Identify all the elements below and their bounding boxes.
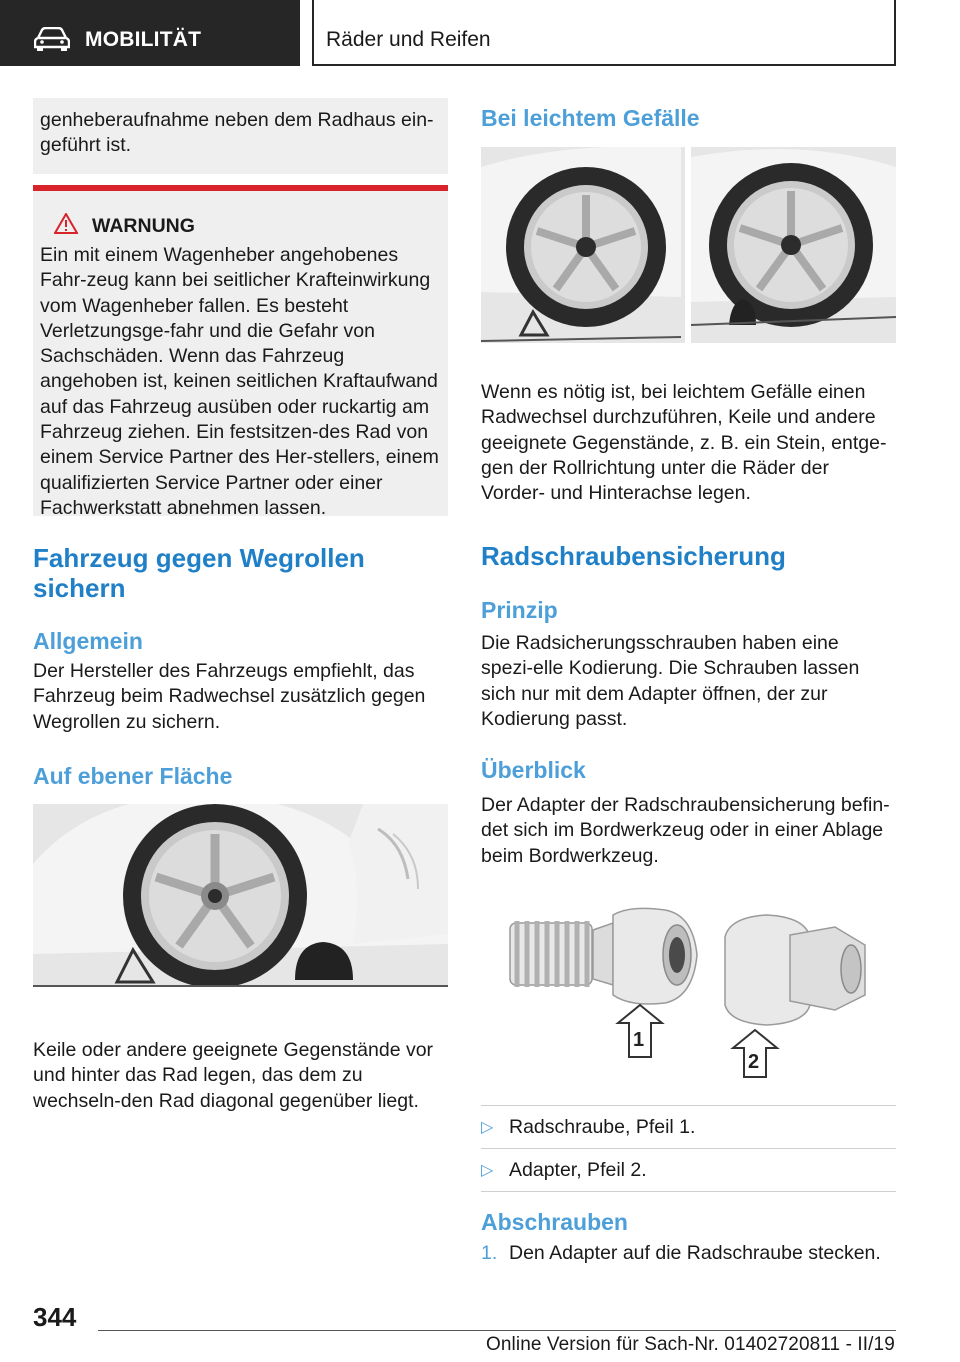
bolt-adapter-image <box>505 905 875 1080</box>
step-text: Den Adapter auf die Radschraube stecken. <box>509 1242 881 1264</box>
legend-list <box>481 1105 896 1201</box>
warning-header <box>54 213 440 239</box>
bullet-list <box>481 1115 896 1140</box>
bullet-marker-icon: ▷ <box>481 1162 494 1179</box>
note-continued-text: genheberaufnahme neben dem Radhaus ein-geführt ist. <box>40 109 434 157</box>
list-divider <box>481 1191 896 1192</box>
page-number: 344 <box>33 1302 77 1332</box>
heading-unscrew: Abschrauben <box>481 1209 628 1235</box>
warning-triangle-icon <box>54 213 78 239</box>
list-item <box>481 1115 896 1140</box>
chapter-tab <box>312 0 896 66</box>
bullet-list <box>481 1158 896 1183</box>
step-item <box>481 1241 896 1266</box>
list-item-text: Radschraube, Pfeil 1. <box>509 1116 696 1138</box>
wheel-chocks-slope-image <box>481 147 896 343</box>
bullet-marker-icon: ▷ <box>481 1119 494 1136</box>
arrow-label-1: 1 <box>633 1029 645 1051</box>
warning-box <box>33 191 448 519</box>
text-general: Der Hersteller des Fahrzeugs empfiehlt, das Fahrzeug beim Radwechsel zusätzlich gegen Wegrollen zu sichern. <box>33 660 426 733</box>
warning-text: Ein mit einem Wagenheber angehobenes Fahr-zeug kann bei seitlicher Krafteinwirkung vom Wagenheber fallen. Es besteht Verletzungsge-fahr und die Gefahr von Sachschäden. Wenn das Fahrzeug angehoben ist, keinen seitlichen Kraftaufwand auf das Fahrzeug ausüben oder ruckartig am Fahrzeug ziehen. Ein festsitzen-des Rad von einem Service Partner des Her-stellers, einem qualifizierten Service Partner oder einer Fachwerkstatt abnehmen lassen. <box>40 244 439 519</box>
text-principle: Die Radsicherungsschrauben haben eine spezi-elle Kodierung. Die Schrauben lassen sich nur mit dem Adapter öffnen, der zur Kodierung passt. <box>481 632 860 730</box>
step-list <box>481 1241 896 1266</box>
list-divider <box>481 1105 896 1106</box>
chapter-title: Räder und Reifen <box>326 28 491 51</box>
list-divider <box>481 1148 896 1149</box>
list-item <box>481 1158 896 1183</box>
text-overview: Der Adapter der Radschraubensicherung befin-det sich im Bordwerkzeug oder in einer Ablage beim Bordwerkzeug. <box>481 794 890 867</box>
list-item-text: Adapter, Pfeil 2. <box>509 1159 647 1181</box>
car-icon <box>34 27 70 56</box>
section-tab <box>0 0 300 66</box>
heading-secure-line2: sichern <box>33 573 126 603</box>
heading-slope: Bei leichtem Gefälle <box>481 105 700 131</box>
heading-secure-line1: Fahrzeug gegen Wegrollen <box>33 543 365 573</box>
wheel-chocks-flat-image <box>33 804 448 987</box>
heading-overview: Überblick <box>481 757 586 783</box>
warning-title: WARNUNG <box>92 214 195 237</box>
heading-flat: Auf ebener Fläche <box>33 763 233 789</box>
heading-principle: Prinzip <box>481 597 558 623</box>
text-slope: Wenn es nötig ist, bei leichtem Gefälle einen Radwechsel durchzuführen, Keile und andere geeignete Gegenstände, z. B. ein Stein, entge-gen der Rollrichtung unter die Räder der Vorder- und Hinterachse legen. <box>481 381 887 505</box>
text-flat: Keile oder andere geeignete Gegenstände vor und hinter das Rad legen, das dem zu wechseln-den Rad diagonal gegenüber liegt. <box>33 1039 434 1112</box>
heading-general: Allgemein <box>33 628 143 654</box>
step-number: 1. <box>481 1242 498 1264</box>
section-title: MOBILITÄT <box>85 28 202 51</box>
note-continued-box <box>33 98 448 174</box>
footer-text: Online Version für Sach-Nr. 01402720811 - II/19 <box>486 1334 895 1355</box>
footer-rule <box>98 1330 896 1331</box>
heading-wheel-lock: Radschraubensicherung <box>481 541 786 571</box>
arrow-label-2: 2 <box>748 1051 760 1073</box>
